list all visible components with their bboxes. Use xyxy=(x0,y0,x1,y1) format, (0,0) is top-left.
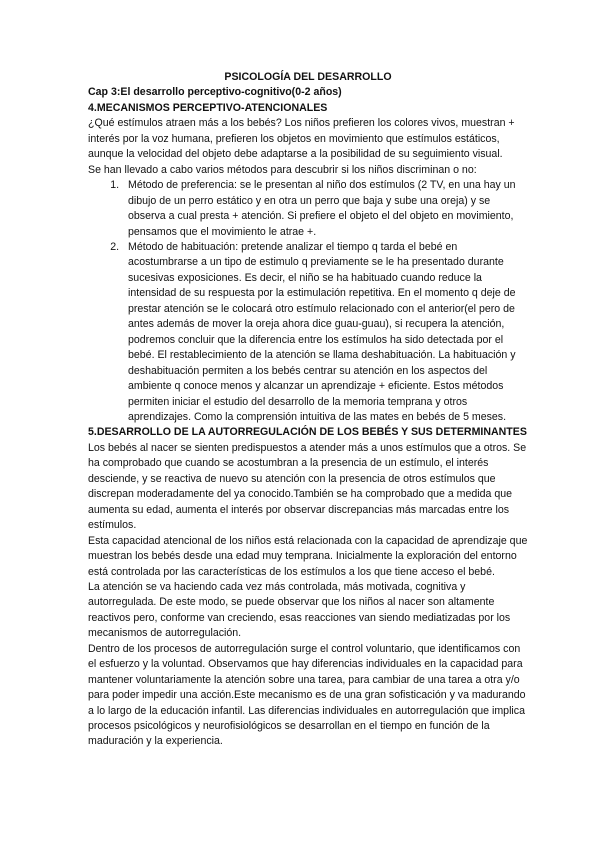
section-5-heading: 5.DESARROLLO DE LA AUTORREGULACIÓN DE LOS BEBÉS Y SUS DETERMINANTES xyxy=(88,426,527,439)
section-5-paragraph: La atención se va haciendo cada vez más controlada, más motivada, cognitiva y autorregulada. De este modo, se puede observar que los niños al nacer son altamente reactivos pero, conforme van creciendo, esas reacciones van siendo mediatizadas por los mecanismos de autorregulación. xyxy=(88,580,511,640)
document-title: PSICOLOGÍA DEL DESARROLLO xyxy=(224,71,392,83)
section-5-paragraph: Los bebés al nacer se sienten predispuestos a atender más a unos estímulos que a otros. Se ha comprobado que cuando se acostumbran a la presencia de un estímulo, el interés desciende, y se reactiva de nuevo su atención con la presencia de otros estímulos que discrepan moderadamente del ya conocido.También se ha comprobado que a medida que aumenta su edad, aumenta el interés por observar discrepancias más marcadas entre los estímulos. xyxy=(88,441,527,532)
document-page xyxy=(88,70,528,750)
chapter-heading: Cap 3:El desarrollo perceptivo-cognitivo(0-2 años) xyxy=(88,86,342,99)
section-5-paragraph: Esta capacidad atencional de los niños está relacionada con la capacidad de aprendizaje que muestran los bebés desde una edad muy temprana. Inicialmente la exploración del entorno está controlada por las características de los estímulos a los que tiene acceso el bebé. xyxy=(88,534,528,578)
section-4-heading: 4.MECANISMOS PERCEPTIVO-ATENCIONALES xyxy=(88,101,328,114)
methods-intro: Se han llevado a cabo varios métodos para descubrir si los niños discriminan o no: xyxy=(88,163,477,176)
method-habituation: 2. Método de habituación: pretende analizar el tiempo q tarda el bebé en acostumbrarse a un tipo de estimulo q previamente se le ha presentado durante sucesivas exposiciones. Es decir, el niño se ha habituado cuando reduce la intensidad de su respuesta por la estimulación repetitiva. En el momento q deje de prestar atención se le colocará otro estímulo relacionado con el anterior(el pero de antes además de mover la oreja ahora dice guau-guau), si recupera la atención, podremos concluir que la diferencia entre los estímulos ha sido detectada por el bebé. El restablecimiento de la atención se llama deshabituación. La habituación y deshabituación permiten a los bebés centrar su atención en los aspectos del ambiente q conoce menos y alcanzar un aprendizaje + eficiente. Estos métodos permiten iniciar el estudio del desarrollo de la memoria temprana y otros aprendizajes. Como la comprensión intuitiva de las mates en bebés de 5 meses. xyxy=(122,240,528,425)
section-4-intro: ¿Qué estímulos atraen más a los bebés? Los niños prefieren los colores vivos, muestran + interés por la voz humana, prefieren los objetos en movimiento que estímulos estáticos, aunque la velocidad del objeto debe adaptarse a la posibilidad de su seguimiento visual. xyxy=(88,117,515,161)
methods-list xyxy=(88,178,528,425)
method-preference: 1. Método de preferencia: se le presentan al niño dos estímulos (2 TV, en una hay un dibujo de un perro estático y en otra un perro que baja y sube una oreja) y se observa a cual presta + atención. Si prefiere el objeto el del objeto en movimiento, pensamos que el movimiento le atrae +. xyxy=(122,178,528,240)
section-5-paragraph: Dentro de los procesos de autorregulación surge el control voluntario, que identificamos con el esfuerzo y la voluntad. Observamos que hay diferencias individuales en la capacidad para mantener voluntariamente la atención sobre una tarea, para cambiar de una tarea a otra y/o para poder impedir una acción.Este mecanismo es de una gran sofisticación y va madurando a lo largo de la educación infantil. Las diferencias individuales en autorregulación que implica procesos psicológicos y neurofisiológicos se desarrollan en el tiempo en función de la maduración y la experiencia. xyxy=(88,642,526,748)
